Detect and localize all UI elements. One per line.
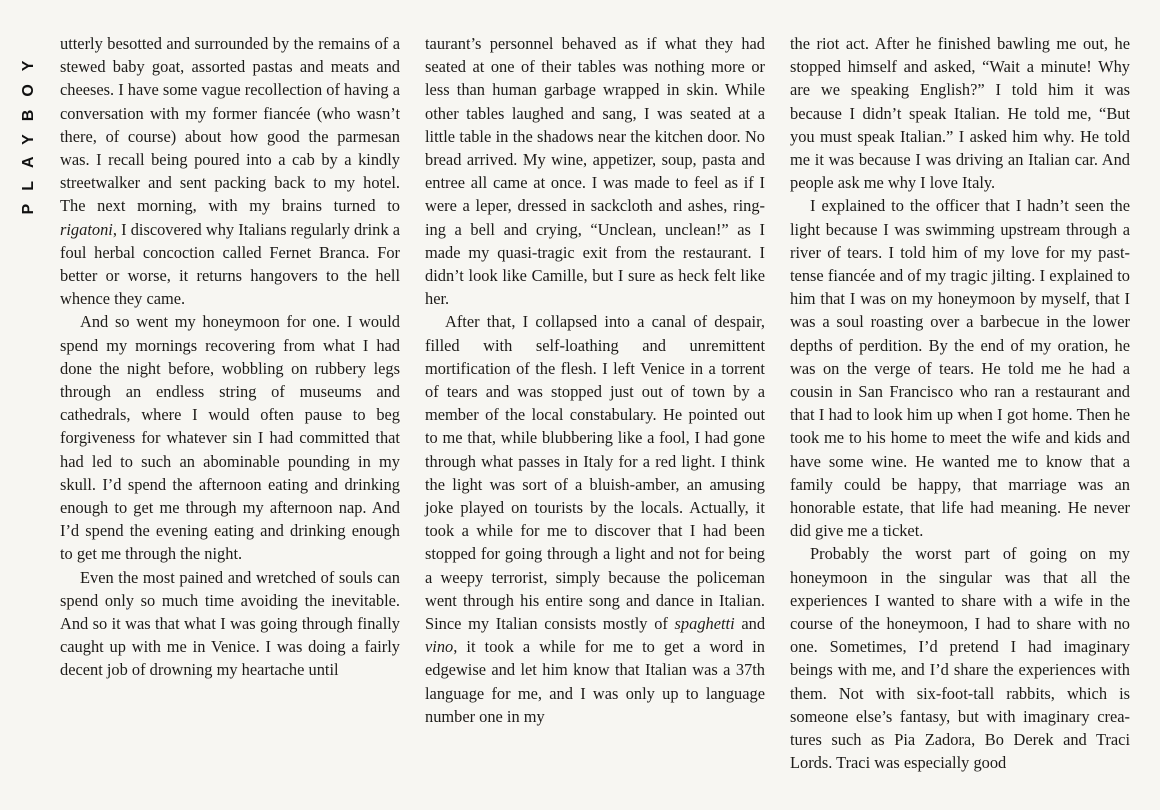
paragraph [790,194,1130,542]
paragraph [790,32,1130,194]
paragraph [60,32,400,310]
text-run: And so went my honeymoon for one. I would spend my mornings recovering from what I had done the night before, wobbling on rubbery legs through an endless string of museums and cathedrals, where I would often pause to beg forgiveness for whatever sin I had committed that had led to such an abominable pounding in my skull. I’d spend the afternoon eating and drinking enough to get me through my afternoon nap. And I’d spend the evening eating and drinking enough to get me through the night. [60,312,400,564]
text-run: , it took a while for me to get a word in edgewise and let him know that Italian was a 37th language for me, and I was only up to language number one in my [425,637,765,726]
paragraph [60,310,400,565]
text-run: and [734,614,766,634]
running-head-text: PLAYBOY [20,47,37,215]
text-run: the riot act. After he finished bawling me out, he stopped himself and asked, “Wait a minute! Why are we speaking English?” I told him it was because I didn’t speak Italian. He told me, “But you must speak Italian.” I asked him why. He told me it was because I was driving an Italian car. And people ask me why I love Italy. [790,34,1130,193]
italic-run: vino [425,637,454,657]
text-run: Even the most pained and wretched of souls can spend only so much time avoiding the inevitable. And so it was that what I was going through finally caught up with me in Venice. I was doing a fairly decent job of drowning my heartache until [60,567,400,680]
text-run: I explained to the officer that I hadn’t seen the light because I was swimming upstream through a river of tears. I told him of my love for my past-tense fiancée and of my tragic jilting. I explained to him that I was on my honeymoon by myself, that I was a soul roasting over a barbecue in the lower depths of perdition. By the end of my oration, he was on the verge of tears. He told me he had a cousin in San Francisco who ran a restaurant and that I had to look him up when I got home. Then he took me to his home to meet the wife and kids and have some wine. He wanted me to know that a family could be happy, that marriage was an honorable estate, that life had meaning. He never did give me a ticket. [790,196,1130,541]
text-column-1 [60,32,400,682]
italic-run: rigatoni [60,219,113,239]
paragraph [790,542,1130,774]
italic-run: spaghetti [674,614,735,634]
running-head [14,36,44,226]
paragraph [425,310,765,728]
paragraph [425,32,765,310]
paragraph [60,566,400,682]
text-column-2 [425,32,765,728]
text-column-3 [790,32,1130,775]
text-run: Probably the worst part of going on my honeymoon in the singular was that all the experiences I wanted to share with a wife in the course of the honeymoon, I had to share with no one. Sometimes, I’d pretend I had imaginary beings with me, and I’d share the experiences with them. Not with six-foot-tall rabbits, which is someone else’s fantasy, but with imaginary creatures such as Pia Zadora, Bo Derek and Traci Lords. Traci was especially good [790,544,1130,773]
text-run: taurant’s personnel behaved as if what they had seated at one of their tables was nothing more or less than human garbage wrapped in skin. While other tables laughed and sang, I was seated at a little table in the shadows near the kitchen door. No bread arrived. My wine, appetizer, soup, pasta and entree all came at once. I was made to feel as if I were a leper, dressed in sackcloth and ashes, ringing a bell and crying, “Unclean, unclean!” as I made my quasi-tragic exit from the restaurant. I didn’t look like Camille, but I sure as heck felt like her. [425,34,765,309]
text-run: utterly besotted and surrounded by the remains of a stewed baby goat, assorted pastas and meats and cheeses. I have some vague recollection of having a conversation with my former fiancée (who wasn’t there, of course) about how good the parmesan was. I recall being poured into a cab by a kindly streetwalker and sent packing back to my hotel. The next morning, with my brains turned to [60,34,400,216]
text-run: After that, I collapsed into a canal of despair, filled with self-loathing and unremittent mortification of the flesh. I left Venice in a torrent of tears and was stopped just out of town by a member of the local constabulary. He pointed out to me that, while blubbering like a fool, I had gone through what passes in Italy for a red light. I think the light was sort of a bluish-amber, an amusing joke played on tourists by the locals. Actually, it took a while for me to discover that I had been stopped for going through a light and not for being a weepy terrorist, simply because the policeman went through his entire song and dance in Italian. Since my Italian consists mostly of [425,312,765,634]
text-run: , I discovered why Italians regularly drink a foul herbal concoction called Fernet Branca. For better or worse, it returns hangovers to the hell whence they came. [60,219,400,309]
